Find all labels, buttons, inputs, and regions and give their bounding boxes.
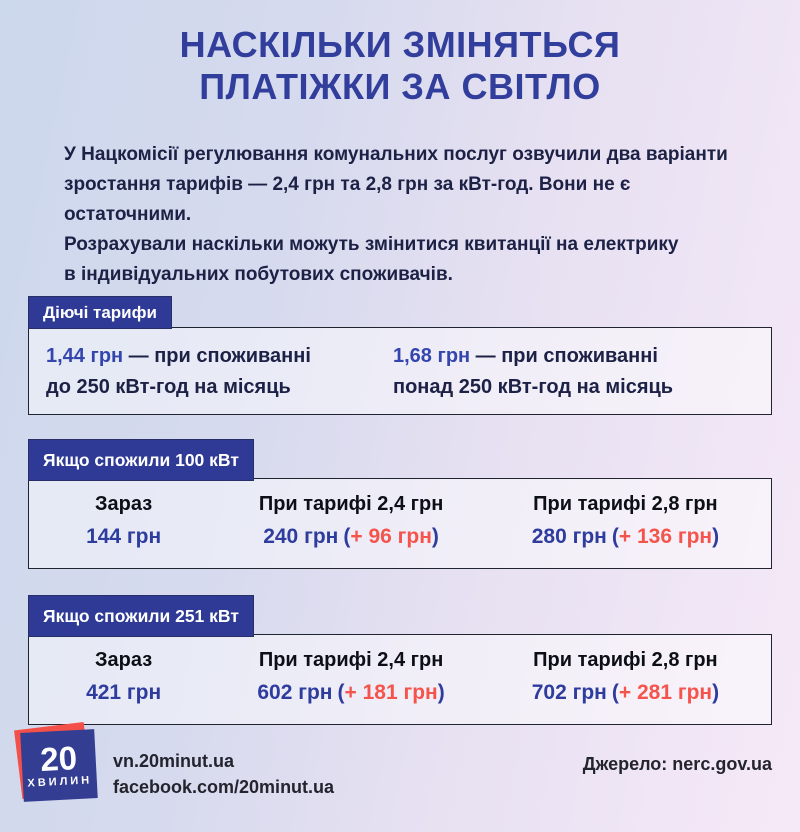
cell-value: [492, 525, 759, 549]
cell-header: При тарифі 2,4 грн: [258, 493, 444, 515]
current-tariffs-badge: Діючі тарифи: [28, 296, 172, 329]
logo-word: ХВИЛИН: [27, 774, 93, 790]
tariff-item-low: [46, 341, 393, 403]
tariff-rate: 1,44 грн: [46, 345, 124, 367]
delta-value: + 96 грн: [350, 525, 432, 548]
delta-open-paren: (: [343, 525, 351, 548]
tariff-line-1: [393, 341, 761, 372]
amount-value: 702 грн: [531, 681, 607, 704]
current-tariffs-section: [28, 296, 772, 415]
intro-paragraph: [64, 140, 742, 290]
intro-line: У Нацкомісії регулювання комунальних послуг озвучили два варіанти: [64, 144, 728, 165]
delta-close-paren: ): [712, 681, 720, 704]
delta-value: + 181 грн: [344, 681, 438, 704]
tariff-line-2: до 250 кВт-год на місяць: [46, 376, 291, 398]
tariff-condition: — при споживанні: [470, 345, 658, 367]
cell-value: [37, 525, 210, 549]
consumption-251-section: [28, 595, 772, 725]
page-title: [0, 24, 800, 108]
tariff-rate: 1,68 грн: [393, 345, 471, 367]
table-cell-tariff-24: [210, 493, 492, 549]
delta-open-paren: (: [337, 681, 345, 704]
cell-value: [210, 681, 492, 705]
consumption-251-badge: Якщо спожили 251 кВт: [28, 595, 254, 637]
table-cell-now: [37, 493, 210, 549]
logo-blue-square: [20, 729, 98, 802]
cell-header: При тарифі 2,8 грн: [533, 493, 718, 515]
delta-close-paren: ): [712, 525, 720, 548]
amount-value: 280 грн: [531, 525, 607, 548]
table-cell-tariff-28: [492, 649, 759, 705]
table-cell-now: [37, 649, 210, 705]
tariff-condition: — при споживанні: [123, 345, 311, 367]
cell-value: [492, 681, 759, 705]
delta-open-paren: (: [611, 681, 619, 704]
page-title-line-1: НАСКІЛЬКИ ЗМІНЯТЬСЯ: [179, 24, 621, 65]
20minut-logo: [15, 721, 103, 805]
intro-line: Розрахували наскільки можуть змінитися квитанції на електрику: [64, 234, 679, 255]
facebook-link: facebook.com/20minut.ua: [113, 777, 335, 797]
delta-value: + 281 грн: [618, 681, 713, 704]
amount-value: 240 грн: [263, 525, 339, 548]
consumption-251-box: [28, 634, 772, 725]
source-credit: Джерело: nerc.gov.ua: [582, 754, 772, 774]
table-cell-tariff-24: [210, 649, 492, 705]
table-cell-tariff-28: [492, 493, 759, 549]
logo-number: 20: [39, 739, 78, 778]
footer-links: [113, 748, 334, 800]
amount-value: 602 грн: [257, 681, 333, 704]
cell-value: [37, 681, 210, 705]
amount-value: 144 грн: [86, 525, 162, 548]
consumption-100-box: [28, 478, 772, 569]
amount-value: 421 грн: [86, 681, 162, 704]
cell-value: [210, 525, 492, 549]
intro-line: в індивідуальних побутових споживачів.: [64, 264, 453, 285]
consumption-100-section: [28, 439, 772, 569]
delta-open-paren: (: [611, 525, 619, 548]
current-tariffs-box: [28, 327, 772, 415]
page-title-line-2: ПЛАТІЖКИ ЗА СВІТЛО: [199, 66, 601, 107]
cell-header: При тарифі 2,4 грн: [258, 649, 444, 671]
cell-header: При тарифі 2,8 грн: [533, 649, 718, 671]
footer: [15, 721, 772, 805]
site-link: vn.20minut.ua: [113, 751, 235, 771]
consumption-100-badge: Якщо спожили 100 кВт: [28, 439, 254, 481]
cell-header: Зараз: [95, 649, 153, 671]
delta-close-paren: ): [431, 525, 439, 548]
delta-close-paren: ): [437, 681, 445, 704]
intro-line: зростання тарифів — 2,4 грн та 2,8 грн за кВт-год. Вони не є остаточними.: [64, 174, 631, 225]
cell-header: Зараз: [95, 493, 153, 515]
tariff-line-2: понад 250 кВт-год на місяць: [393, 376, 674, 398]
delta-value: + 136 грн: [618, 525, 713, 548]
tariff-line-1: [46, 341, 393, 372]
tariff-item-high: [393, 341, 761, 403]
